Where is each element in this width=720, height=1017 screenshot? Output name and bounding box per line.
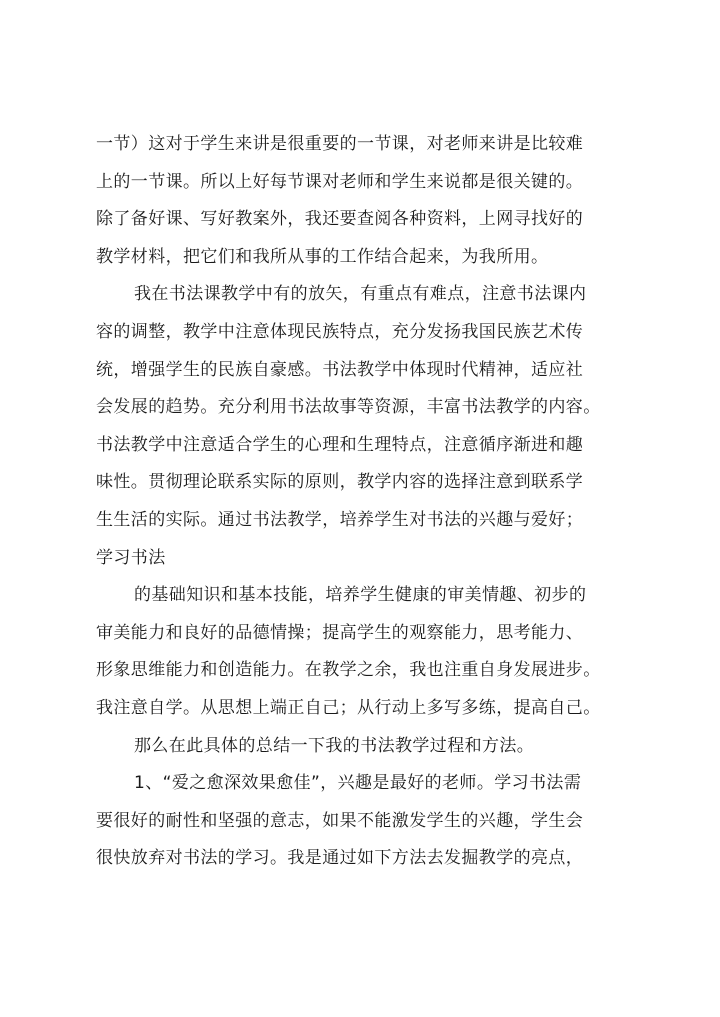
body-text	[96, 126, 666, 878]
text-line: 教学材料，把它们和我所从事的工作结合起来，为我所用。	[96, 246, 549, 267]
text-line: 的基础知识和基本技能，培养学生健康的审美情趣、初步的	[134, 585, 587, 606]
text-line: 上的一节课。所以上好每节课对老师和学生来说都是很关键的。	[96, 171, 584, 192]
text-line: 除了备好课、写好教案外，我还要查阅各种资料，上网寻找好的	[96, 209, 584, 230]
text-line: 统，增强学生的民族自豪感。书法教学中体现时代精神，适应社	[96, 359, 584, 380]
text-line: 审美能力和良好的品德情操；提高学生的观察能力，思考能力、	[96, 622, 584, 643]
text-line: 很快放弃对书法的学习。我是通过如下方法去发掘教学的亮点，	[96, 848, 584, 869]
text-line: 书法教学中注意适合学生的心理和生理特点，注意循序渐进和趣	[96, 434, 584, 455]
text-line: 形象思维能力和创造能力。在教学之余，我也注重自身发展进步。	[96, 660, 601, 681]
text-line: 1、“爱之愈深效果愈佳”，兴趣是最好的老师。学习书法需	[134, 773, 582, 794]
text-line: 我注意自学。从思想上端正自己；从行动上多写多练，提高自己。	[96, 697, 601, 718]
text-line: 那么在此具体的总结一下我的书法教学过程和方法。	[134, 735, 535, 756]
text-line: 会发展的趋势。充分利用书法故事等资源，丰富书法教学的内容。	[96, 397, 601, 418]
text-line: 一节）这对于学生来讲是很重要的一节课，对老师来讲是比较难	[96, 134, 584, 154]
text-line: 要很好的耐性和坚强的意志，如果不能激发学生的兴趣，学生会	[96, 810, 584, 831]
text-line: 学习书法	[96, 547, 166, 568]
text-line: 容的调整，教学中注意体现民族特点，充分发扬我国民族艺术传	[96, 321, 584, 342]
text-line: 我在书法课教学中有的放矢，有重点有难点，注意书法课内	[134, 284, 587, 305]
text-line: 味性。贯彻理论联系实际的原则，教学内容的选择注意到联系学	[96, 472, 584, 493]
text-line: 生生活的实际。通过书法教学，培养学生对书法的兴趣与爱好；	[96, 509, 584, 530]
